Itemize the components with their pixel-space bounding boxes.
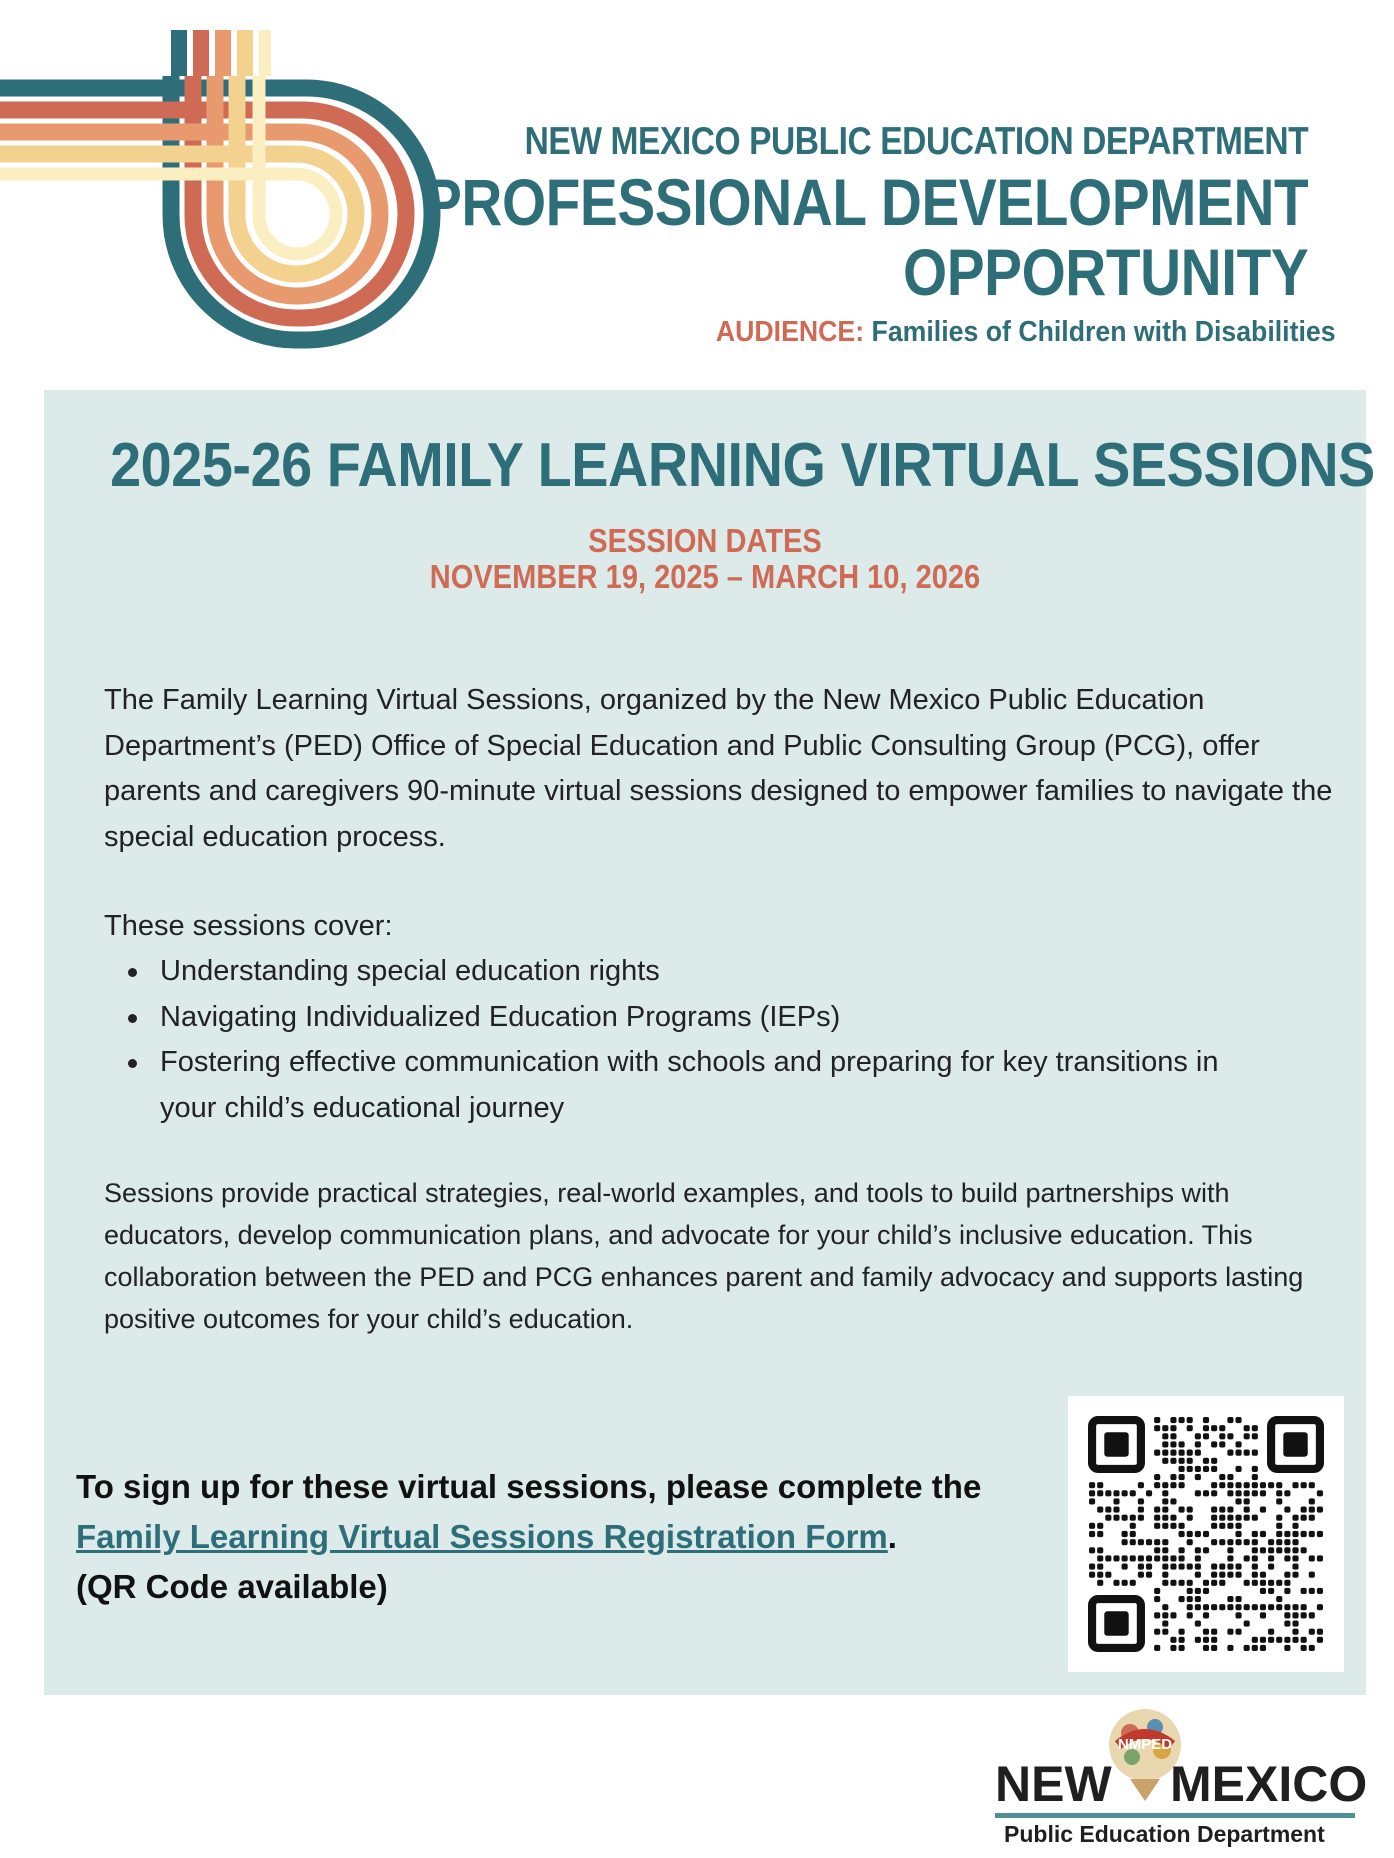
sessions-title: 2025-26 FAMILY LEARNING VIRTUAL SESSIONS xyxy=(110,431,1375,500)
audience-value: Families of Children with Disabilities xyxy=(871,316,1336,348)
bullet-icon xyxy=(128,1059,137,1068)
registration-form-link[interactable]: Family Learning Virtual Sessions Registration Form xyxy=(76,1518,888,1555)
logo-word-new: NEW xyxy=(995,1756,1112,1812)
qr-code-icon xyxy=(1088,1416,1324,1652)
department-name: NEW MEXICO PUBLIC EDUCATION DEPARTMENT xyxy=(524,120,1308,163)
audience-label: AUDIENCE: xyxy=(716,316,865,348)
intro-paragraph: The Family Learning Virtual Sessions, organized by the New Mexico Public Education Department’s (PED) Office of Special Education and Public Consulting Group (PCG), offer parents and caregivers 90-minute virtual sessions designed to empower families to navigate the special education process. xyxy=(104,684,1333,853)
session-dates: NOVEMBER 19, 2025 – MARCH 10, 2026 xyxy=(429,558,981,595)
list-item: Fostering effective communication with schools and preparing for key transitions in your child’s educational journey xyxy=(104,1040,1264,1131)
audience-line xyxy=(716,316,1336,349)
svg-text:NMPED: NMPED xyxy=(1117,1736,1173,1753)
qr-code[interactable] xyxy=(1068,1396,1344,1672)
logo-subtitle: Public Education Department xyxy=(1004,1821,1325,1847)
cover-heading: These sessions cover: xyxy=(104,910,393,942)
page-title-line-2: OPPORTUNITY xyxy=(902,235,1308,309)
signup-line: To sign up for these virtual sessions, please complete the xyxy=(76,1468,982,1505)
nmped-logo xyxy=(990,1705,1368,1855)
info-panel xyxy=(44,390,1375,1695)
topics-list xyxy=(104,949,1264,1131)
closing-paragraph: Sessions provide practical strategies, real-world examples, and tools to build partnerships with educators, develop communication plans, and advocate for your child’s inclusive education. This collaboration between the PED and PCG enhances parent and family advocacy and supports lasting positive outcomes for your child’s education. xyxy=(104,1178,1304,1334)
session-dates-label: SESSION DATES xyxy=(588,522,822,559)
logo-divider xyxy=(995,1813,1355,1818)
bullet-icon xyxy=(128,1014,137,1023)
qr-note: (QR Code available) xyxy=(76,1568,388,1605)
list-item: Understanding special education rights xyxy=(104,949,1264,995)
list-item: Navigating Individualized Education Programs (IEPs) xyxy=(104,995,1264,1041)
logo-word-mexico: MEXICO xyxy=(1170,1756,1368,1812)
page-title-line-1: PROFESSIONAL DEVELOPMENT xyxy=(423,165,1308,239)
bullet-icon xyxy=(128,968,137,977)
header-titles xyxy=(280,120,1308,309)
signup-instructions: To sign up for these virtual sessions, please complete the Family Learning Virtual Sessions Registration Form. (QR Code available) xyxy=(76,1462,1036,1612)
